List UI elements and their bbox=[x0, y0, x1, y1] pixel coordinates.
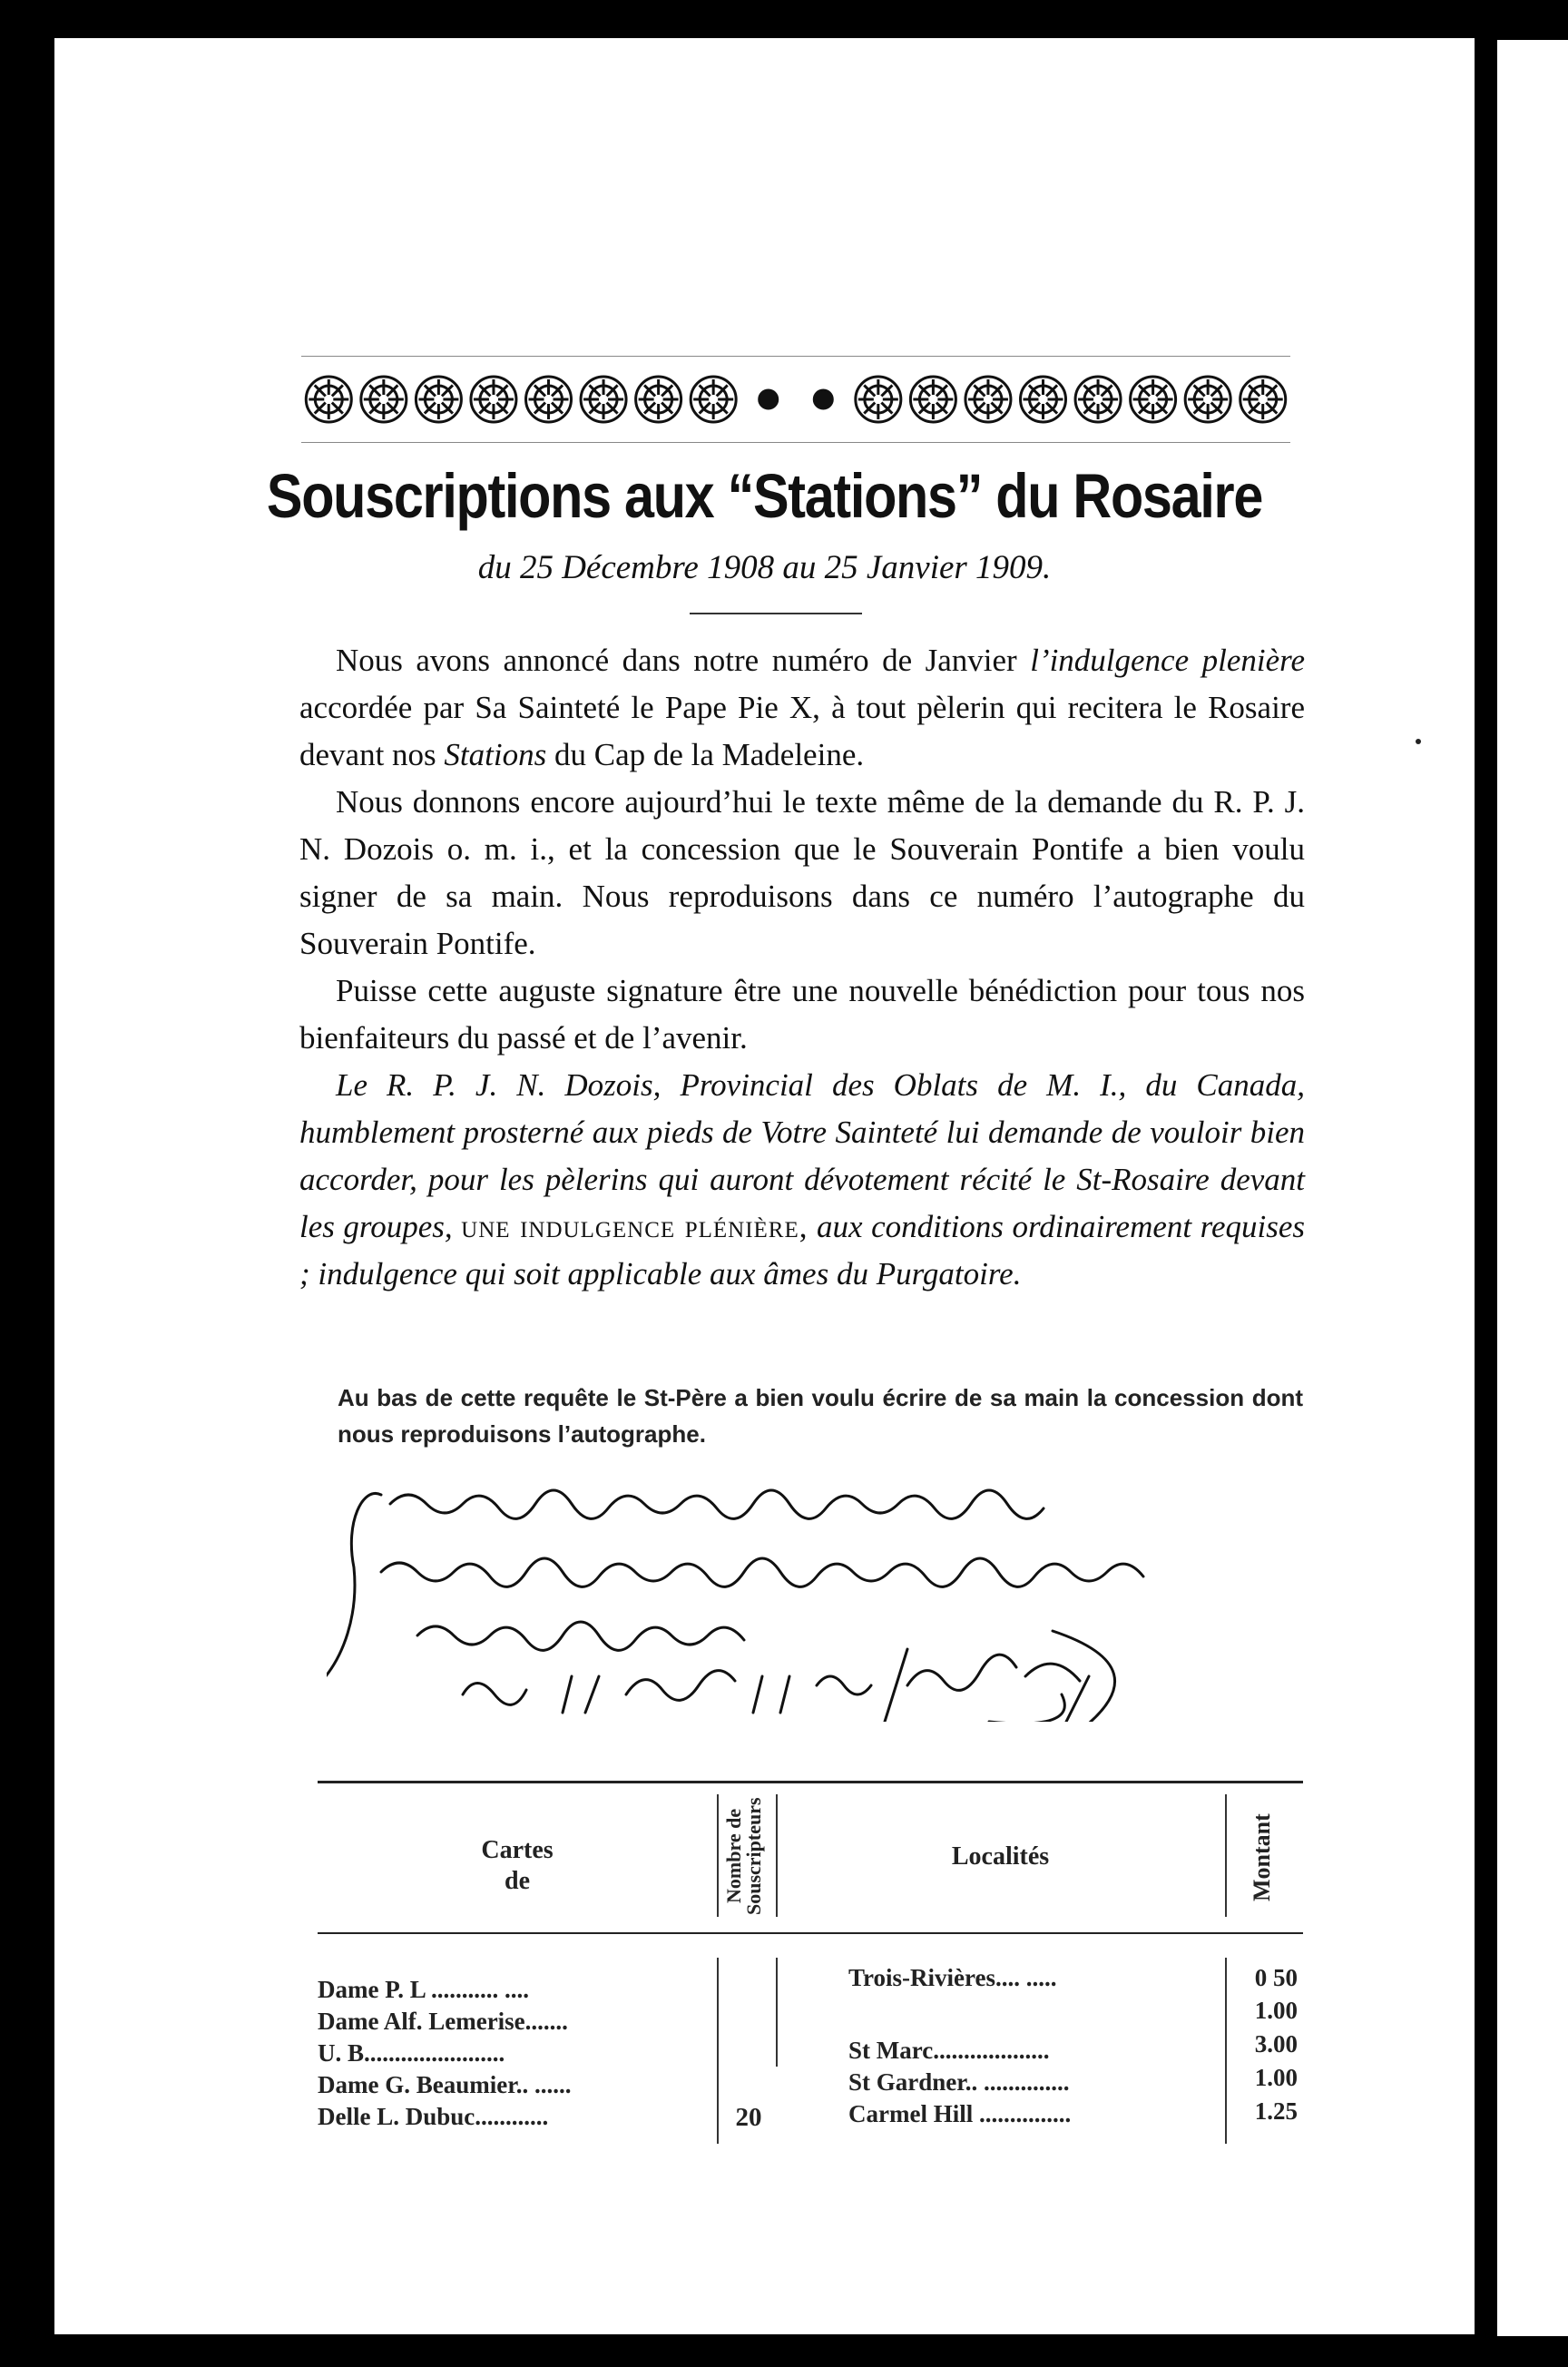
document-page bbox=[54, 38, 1475, 2334]
paragraph-2: Nous donnons encore aujourd’hui le texte même de la demande du R. P. J. N. Dozois o. m. i., et la concession que le Souverain Pontife a bien voulu signer de sa main. Nous reproduisons dans ce numéro l’autographe du Souverain Pontife. bbox=[299, 784, 1305, 961]
table-row-name: U. B....................... bbox=[318, 2039, 505, 2067]
adjacent-page-edge bbox=[1497, 40, 1568, 2336]
column-divider bbox=[776, 1958, 778, 2067]
ornament-flower bbox=[814, 390, 832, 408]
table-row-locality: St Gardner.. .............. bbox=[848, 2068, 1070, 2096]
article-body bbox=[299, 637, 1305, 1298]
table-header-rule bbox=[318, 1932, 1303, 1934]
table-top-rule bbox=[318, 1781, 1303, 1783]
column-divider bbox=[717, 1794, 719, 1917]
ornament-flower bbox=[760, 390, 778, 408]
autograph-note: Au bas de cette requête le St-Père a bien voulu écrire de sa main la concession dont nous reproduisons l’autographe. bbox=[338, 1384, 1303, 1448]
table-row-amount: 1.00 bbox=[1254, 1997, 1298, 2024]
table-row-amount: 3.00 bbox=[1254, 2030, 1298, 2058]
page-subtitle: du 25 Décembre 1908 au 25 Janvier 1909. bbox=[477, 549, 1052, 586]
table-row-locality: Carmel Hill ............... bbox=[848, 2100, 1072, 2127]
speck bbox=[1416, 739, 1421, 744]
decorative-border-ornament bbox=[301, 356, 1290, 443]
header-localites: Localités bbox=[951, 1842, 1050, 1871]
table-row-amount: 0 50 bbox=[1254, 1964, 1298, 1991]
subscriber-count: 20 bbox=[735, 2103, 762, 2132]
header-cartes: Cartes de bbox=[481, 1836, 554, 1895]
divider bbox=[690, 613, 862, 614]
header-nombre: Nombre de Souscripteurs bbox=[722, 1797, 765, 1915]
papal-autograph bbox=[327, 1468, 1316, 1722]
subscriptions-table bbox=[318, 1781, 1303, 2144]
page-title: Souscriptions aux “Stations” du Rosaire bbox=[266, 461, 1263, 531]
table-row-amount: 1.00 bbox=[1254, 2064, 1298, 2091]
table-row-name: Dame Alf. Lemerise....... bbox=[318, 2008, 568, 2035]
table-row-locality: St Marc................... bbox=[848, 2037, 1050, 2064]
column-divider bbox=[1225, 1794, 1227, 1917]
column-divider bbox=[717, 1958, 719, 2144]
table-row-name: Dame P. L ........... .... bbox=[318, 1976, 530, 2003]
table-row-locality: Trois-Rivières.... ..... bbox=[848, 1964, 1057, 1991]
table-row-name: Delle L. Dubuc............ bbox=[318, 2103, 549, 2130]
paragraph-request: Le R. P. J. N. Dozois, Provincial des Oblats de M. I., du Canada, humblement prosterné aux pieds de Votre Sainteté lui demande de vouloir bien accorder, pour les pèlerins qui auront dévotement récité le St-Rosaire devant les groupes, une indulgence plénière, aux conditions ordinairement requises ; indulgence qui soit applicable aux âmes du Purgatoire. bbox=[299, 1067, 1305, 1292]
table-row-amount: 1.25 bbox=[1254, 2097, 1298, 2125]
table-row-name: Dame G. Beaumier.. ...... bbox=[318, 2071, 572, 2098]
header-montant: Montant bbox=[1249, 1813, 1275, 1902]
paragraph-3: Puisse cette auguste signature être une nouvelle bénédiction pour tous nos bienfaiteurs du passé et de l’avenir. bbox=[299, 973, 1305, 1056]
paragraph-1: Nous avons annoncé dans notre numéro de Janvier l’indulgence plenière accordée par Sa Sainteté le Pape Pie X, à tout pèlerin qui recitera le Rosaire devant nos Stations du Cap de la Madeleine. bbox=[299, 643, 1305, 772]
